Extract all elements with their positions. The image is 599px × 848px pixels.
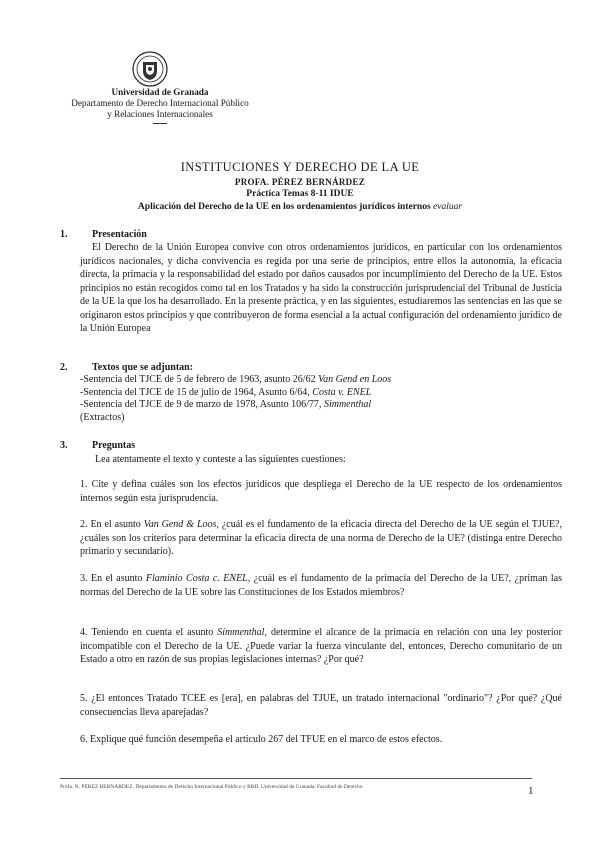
section-heading-3: 3. Preguntas — [60, 440, 136, 451]
university-seal-icon — [128, 50, 172, 88]
question-3: 3. En el asunto Flaminio Costa c. ENEL, ¿cuál es el fundamento de la primacía del Derecho de la UE?, ¿priman las normas del Derecho de la UE sobre las Constituciones de los Estados miembros? — [80, 573, 562, 598]
attached-texts-list — [80, 374, 562, 424]
department-line-1: Departamento de Derecho Internacional Público — [71, 98, 249, 108]
subject-line: Aplicación del Derecho de la UE en los ordenamientos jurídicos internos evaluar — [137, 202, 463, 212]
question-4: 4. Teniendo en cuenta el asunto Simmenthal, determine el alcance de la primacía en relación con una ley posterior incompatible con el Derecho de la UE. ¿Puede variar la fuerza vinculante del, entonces, Derecho comunitario de un Estado a otro en razón de sus propias legislaciones internas? ¿Por qué? — [80, 627, 562, 665]
professor-name: PROFA. PÉREZ BERNÁRDEZ — [234, 177, 366, 187]
questions-intro: Lea atentamente el texto y conteste a las siguientes cuestiones: — [95, 454, 346, 465]
university-name: Universidad de Granada — [111, 87, 209, 97]
institution-block — [60, 87, 260, 124]
question-2: 2. En el asunto Van Gend & Loos, ¿cuál es el fundamento de la eficacia directa del Derecho de la UE según el TJUE?, ¿cuáles son los criterios para determinar la eficacia directa de una norma de Derecho de la UE? (distinga entre Derecho primario y secundario). — [80, 519, 562, 557]
practice-label: Práctica Temas 8-11 IDUE — [246, 189, 354, 199]
document-header — [30, 160, 570, 212]
list-item: (Extractos) — [80, 411, 125, 423]
list-item: -Sentencia del TJCE de 9 de marzo de 1978, Asunto 106/77, Simmenthal — [80, 399, 372, 410]
department-line-2: y Relaciones Internacionales — [107, 109, 213, 119]
presentation-paragraph: El Derecho de la Unión Europea convive con otros ordenamientos jurídicos, en particular con los ordenamientos jurídicos nacionales, y dicha convivencia es regida por una serie de principios, entre ellos la autonomía, la eficacia directa, la primacía y la responsabilidad del estado por daños causados por incumplimiento del Derecho de la UE. Estos principios no están recogidos como tal en los Tratados y ha sido la construcción jurisprudencial del Tribunal de Justicia de la UE la que los ha desarrollado. En la presente práctica, y en las siguientes, estudiaremos las sentencias en las que se originaron estos principios y que contribuyeron de forma esencial a la actual configuración del ordenamiento jurídico de la Unión Europea — [80, 242, 562, 334]
section-heading-1: 1. Presentación — [60, 229, 147, 240]
footer-text: Profa. N. PÉREZ BERNÁRDEZ. Departamento de Derecho Internacional Público y RRII. Universidad de Granada. Facultad de Derecho — [60, 784, 363, 790]
question-5: 5. ¿El entonces Tratado TCEE es [era], en palabras del TJUE, un tratado internacional "ordinario"? ¿Por qué? ¿Qué consecuencias lleva aparejadas? — [80, 693, 562, 718]
question-6: 6. Explique qué función desempeña el artículo 267 del TFUE en el marco de estos efectos. — [80, 734, 443, 745]
divider — [153, 123, 167, 124]
document-title: INSTITUCIONES Y DERECHO DE LA UE — [180, 160, 420, 174]
footer-divider — [60, 778, 532, 779]
subject-note: evaluar — [433, 202, 463, 212]
question-1: 1. Cite y defina cuáles son los efectos jurídicos que despliega el Derecho de la UE respecto de los ordenamientos internos según esta jurisprudencia. — [80, 479, 562, 504]
section-heading-2: 2. Textos que se adjuntan: — [60, 362, 194, 373]
list-item: -Sentencia del TJCE de 5 de febrero de 1963, asunto 26/62 Van Gend en Loos — [80, 374, 392, 385]
list-item: -Sentencia del TJCE de 15 de julio de 1964, Asunto 6/64, Costa v. ENEL — [80, 386, 372, 398]
page-number: 1 — [528, 785, 534, 797]
